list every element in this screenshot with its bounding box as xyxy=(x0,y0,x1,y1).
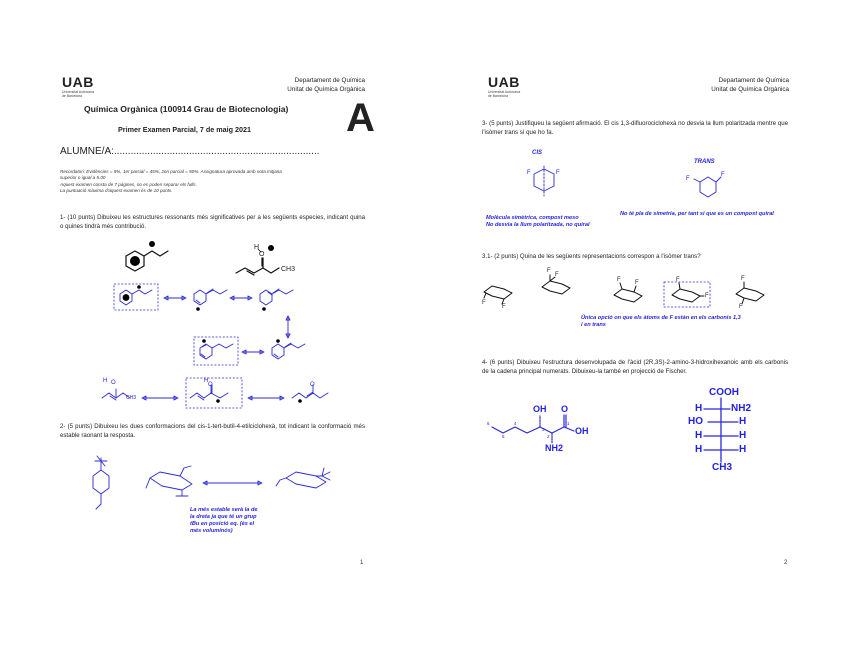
q31-f-4: F xyxy=(555,272,559,278)
department-header-2: Departament de Química Unitat de Química Orgànica xyxy=(711,77,789,93)
course-title: Química Orgànica (100914 Grau de Biotecnologia) xyxy=(84,104,289,114)
q31-f-2: F xyxy=(502,304,506,310)
fischer-row3-left: H xyxy=(695,430,703,441)
q31-f-7: F xyxy=(676,277,680,283)
q31-f-1: F xyxy=(482,300,486,306)
q1-answer-h-label: H xyxy=(103,378,108,384)
q31-f-6: F xyxy=(635,280,639,286)
q31-f-3: F xyxy=(547,268,551,274)
fischer-projection-lines xyxy=(424,0,848,655)
zigzag-o: O xyxy=(561,404,569,414)
cis-answer: Molècula simètrica, compost meso No desvia la llum polaritzada, no quiral xyxy=(486,215,590,228)
q31-answer: Única opció on que els àtoms de F estàn en els carbonis 1,3 i en trans xyxy=(581,315,741,328)
q31-f-5: F xyxy=(617,277,621,283)
q1-answer-o-label: O xyxy=(111,380,116,386)
cis-f-label-2: F xyxy=(556,170,560,176)
fischer-row4-right: H xyxy=(739,444,747,455)
trans-label: TRANS xyxy=(694,159,715,165)
page-number-2: 2 xyxy=(784,560,788,566)
q1-enone-h-label: H xyxy=(254,244,260,251)
uab-logo-subtitle: Universitat Autònoma de Barcelona xyxy=(62,90,95,98)
cis-label: CIS xyxy=(532,150,543,156)
question-3: 3- (5 punts) Justifiqueu la següent afirmació. El cis 1,3-difluorociclohexà no desvia la llum polaritzada mentre que l'isòmer trans sí que ho fa. xyxy=(482,120,788,136)
zigzag-acid-oh: OH xyxy=(575,426,589,436)
question-4: 4- (6 punts) Dibuixeu l'estructura desenvolupada de l'àcid (2R,3S)-2-amino-3-hidroxihexanoic amb els carbonis de la cadena principal numerats. Dibuixeu-la també en projecció de Fischer. xyxy=(482,359,788,375)
q1-answer-ch3-label: CH3 xyxy=(126,395,137,401)
trans-f-label-2: F xyxy=(721,172,725,178)
trans-f-label-1: F xyxy=(686,176,690,182)
fischer-row1-left: H xyxy=(695,403,703,414)
zigzag-num-2: 2 xyxy=(547,434,550,439)
fischer-row4-left: H xyxy=(695,444,703,455)
zigzag-num-6: 6 xyxy=(487,421,490,426)
q1-answer-o-label-3: O xyxy=(310,382,315,388)
zigzag-nh2: NH2 xyxy=(545,443,564,453)
uab-logo-2: UAB xyxy=(488,74,520,90)
q31-f-8: F xyxy=(705,293,709,299)
department-header: Departament de Química Unitat de Química Orgànica xyxy=(287,77,365,93)
zigzag-num-1: 1 xyxy=(567,421,570,426)
exam-version-letter: A xyxy=(346,96,375,140)
question-3-1: 3.1- (2 punts) Quina de les següents representacions correspon a l'isòmer trans? xyxy=(482,253,701,260)
q2-answer-text: La més estable serà la de la dreta ja que té un grup tBu en posició eq. (és el més voluminós) xyxy=(190,507,258,534)
zigzag-num-3: 3 xyxy=(542,427,545,432)
uab-logo: UAB xyxy=(62,74,94,90)
q31-f-10: F xyxy=(739,304,743,310)
fischer-row2-right: H xyxy=(739,416,747,427)
question-1: 1- (10 punts) Dibuixeu les estructures ressonants més significatives per a les següents especies, indicant quina o quines tindrà més contribució. xyxy=(60,214,365,230)
exam-notes: Recordatori: Evidències = 5%, 1er parcial = 45%, 2on parcial = 50%. Assignatura aprovada amb nota mitjana superior o igual a 5.00 Aquest examen consta de 7 pàgines, no es poden separar els fulls. La puntuació màxima d'aquest examen és de 10 punts. xyxy=(60,169,282,194)
student-name-field: ALUMNE/A:.......................................................................... xyxy=(60,146,320,157)
cis-f-label-1: F xyxy=(527,170,531,176)
uab-logo-subtitle-2: Universitat Autònoma de Barcelona xyxy=(488,90,521,98)
q1-enone-ch3-label: CH3 xyxy=(281,266,296,273)
fischer-row1-right: NH2 xyxy=(731,403,752,414)
exam-subtitle: Primer Examen Parcial, 7 de maig 2021 xyxy=(118,125,252,134)
q1-answer-h-label-2: H xyxy=(204,378,209,384)
page-number-1: 1 xyxy=(360,560,364,566)
q31-f-9: F xyxy=(741,276,745,282)
exam-page-2 xyxy=(424,0,848,655)
question-2: 2- (5 punts) Dibuixeu les dues conformacions del cis-1-tert-butil-4-etilciclohexà, tot indicant la conformació més estable raonant la resposta. xyxy=(60,423,365,439)
zigzag-num-5: 5 xyxy=(502,434,505,439)
fischer-row2-left: HO xyxy=(688,416,703,427)
fischer-bottom: CH3 xyxy=(712,462,733,473)
fischer-top: COOH xyxy=(709,387,739,398)
trans-answer: No té pla de simetria, per tant sí que es un compost quiral xyxy=(620,211,774,217)
zigzag-oh: OH xyxy=(533,404,547,414)
fischer-row3-right: H xyxy=(739,430,747,441)
zigzag-num-4: 4 xyxy=(514,421,517,426)
q1-enone-o-label: O xyxy=(259,251,265,258)
q1-answer-o-label-2: O xyxy=(208,382,213,388)
